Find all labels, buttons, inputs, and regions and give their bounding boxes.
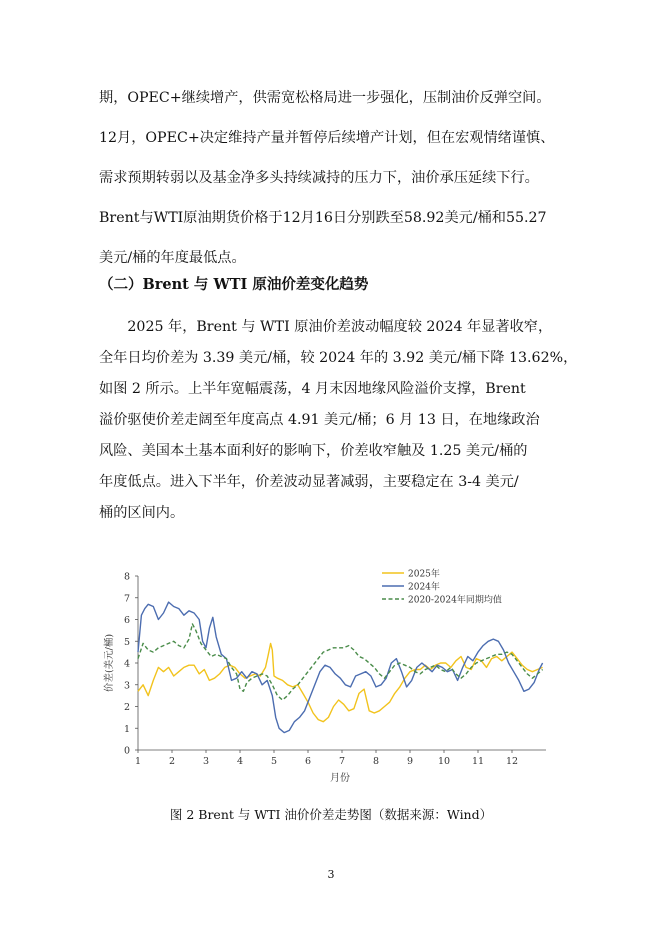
- y-tick-label: 1: [123, 723, 130, 735]
- y-tick-label: 6: [123, 615, 130, 626]
- x-tick-label: 3: [202, 756, 210, 767]
- section-line: 全年日均价差为 3.39 美元/桶，较 2024 年的 3.92 美元/桶下降 13.62%，: [99, 350, 578, 366]
- intro-line: 期，OPEC+继续增产，供需宽松格局进一步强化，压制油价反弹空间。: [99, 90, 551, 106]
- x-tick-label: 2: [168, 756, 176, 767]
- intro-line: Brent与WTI原油期货价格于12月16日分别跌至58.92美元/桶和55.27: [99, 210, 547, 226]
- section-line: 桶的区间内。: [99, 505, 185, 521]
- legend-label-3: 2020-2024年同期均值: [408, 595, 502, 606]
- spread-chart: [100, 560, 560, 792]
- y-axis-label: 价差(美元/桶): [104, 633, 115, 693]
- x-axis-label: 月份: [330, 773, 350, 784]
- y-tick-label: 2: [123, 702, 130, 713]
- x-tick-label: 7: [338, 756, 346, 767]
- x-tick-label: 6: [304, 756, 312, 767]
- legend-label-1: 2025年: [408, 569, 440, 580]
- intro-line: 需求预期转弱以及基金净多头持续减持的压力下，油价承压延续下行。: [99, 170, 539, 186]
- x-tick-label: 1: [134, 756, 142, 767]
- legend-label-2: 2024年: [408, 582, 440, 593]
- section-line: 2025 年，Brent 与 WTI 原油价差波动幅度较 2024 年显著收窄，: [127, 319, 553, 335]
- chart-series-group: [138, 602, 543, 733]
- y-tick-label: 8: [123, 571, 130, 583]
- series-line-2: [138, 602, 543, 733]
- section-line: 如图 2 所示。上半年宽幅震荡，4 月末因地缘风险溢价支撑，Brent: [99, 381, 526, 397]
- x-tick-label: 8: [372, 756, 380, 767]
- section-line: 溢价驱使价差走阔至年度高点 4.91 美元/桶；6 月 13 日，在地缘政治: [99, 412, 540, 428]
- y-tick-label: 4: [123, 658, 130, 670]
- x-tick-label: 12: [505, 756, 519, 767]
- section-heading: （二）Brent 与 WTI 原油价差变化趋势: [99, 276, 369, 293]
- section-line: 风险、美国本土基本面利好的影响下，价差收窄触及 1.25 美元/桶的: [99, 443, 528, 459]
- x-tick-label: 11: [471, 756, 485, 767]
- x-tick-label: 9: [406, 756, 414, 767]
- intro-paragraph: [99, 83, 569, 274]
- section-paragraph: [99, 312, 578, 529]
- chart-legend: [382, 568, 502, 606]
- x-tick-label: 4: [236, 756, 244, 767]
- x-tick-label: 5: [270, 756, 278, 767]
- intro-line: 美元/桶的年度最低点。: [99, 250, 246, 266]
- y-tick-label: 3: [123, 680, 130, 692]
- figure-caption: 图 2 Brent 与 WTI 油价价差走势图（数据来源：Wind）: [169, 807, 493, 822]
- y-tick-label: 5: [123, 636, 130, 648]
- intro-line: 12月，OPEC+决定维持产量并暂停后续增产计划，但在宏观情绪谨慎、: [99, 130, 555, 146]
- chart-svg: [100, 560, 560, 792]
- y-tick-label: 7: [123, 593, 130, 605]
- x-tick-label: 10: [437, 756, 451, 767]
- y-tick-label: 0: [123, 745, 130, 757]
- series-line-1: [138, 643, 543, 721]
- section-line: 年度低点。进入下半年，价差波动显著减弱，主要稳定在 3-4 美元/: [99, 474, 519, 490]
- page-number: 3: [327, 868, 335, 881]
